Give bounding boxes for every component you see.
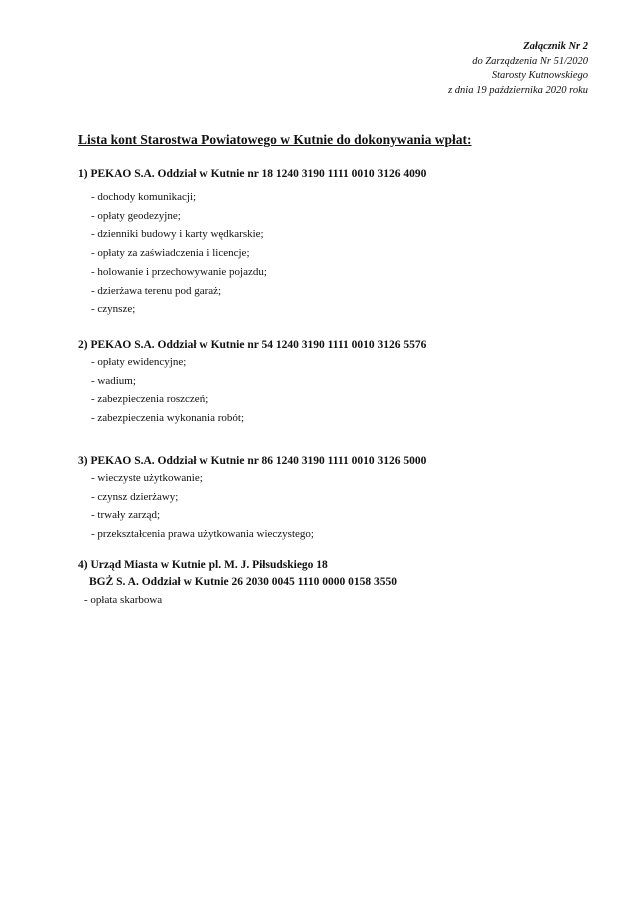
list-item: - holowanie i przechowywanie pojazdu; <box>91 265 267 278</box>
issuer: Starosty Kutnowskiego <box>491 70 588 81</box>
list-item: - wadium; <box>91 374 136 387</box>
payment-type-list <box>84 591 598 610</box>
account-heading: 1) PEKAO S.A. Oddział w Kutnie nr 18 1240 3190 1111 0010 3126 4090 <box>78 168 427 180</box>
list-item: - opłata skarbowa <box>84 594 163 606</box>
attachment-header <box>328 40 588 98</box>
document-title: Lista kont Starostwa Powiatowego w Kutnie do dokonywania wpłat: <box>78 132 472 147</box>
list-item: - przekształcenia prawa użytkowania wieczystego; <box>91 528 314 541</box>
list-item: - dzienniki budowy i karty wędkarskie; <box>91 228 264 241</box>
issue-date: z dnia 19 października 2020 roku <box>448 84 588 96</box>
list-item: - zabezpieczenia roszczeń; <box>91 393 209 406</box>
account-heading: 4) Urząd Miasta w Kutnie pl. M. J. Piłsudskiego 18 <box>78 559 328 571</box>
account-section-4 <box>78 557 598 610</box>
account-section-3 <box>78 453 598 544</box>
list-item: - czynsze; <box>91 303 136 316</box>
list-item: - trwały zarząd; <box>91 509 161 522</box>
payment-type-list <box>91 469 598 544</box>
list-item: - dochody komunikacji; <box>91 191 197 203</box>
account-heading: 2) PEKAO S.A. Oddział w Kutnie nr 54 1240 3190 1111 0010 3126 5576 <box>78 339 427 351</box>
bank-account-line: BGŻ S. A. Oddział w Kutnie 26 2030 0045 1110 0000 0158 3550 <box>89 576 397 588</box>
payment-type-list <box>91 353 598 428</box>
attachment-number: Załącznik Nr 2 <box>523 41 588 52</box>
list-item: - zabezpieczenia wykonania robót; <box>91 412 245 425</box>
account-section-2 <box>78 337 598 428</box>
account-heading: 3) PEKAO S.A. Oddział w Kutnie nr 86 1240 3190 1111 0010 3126 5000 <box>78 455 427 467</box>
list-item: - opłaty geodezyjne; <box>91 209 181 222</box>
list-item: - dzierżawa terenu pod garaż; <box>91 284 222 297</box>
list-item: - opłaty za zaświadczenia i licencje; <box>91 247 250 260</box>
payment-type-list <box>91 188 598 319</box>
ordinance-reference: do Zarządzenia Nr 51/2020 <box>472 55 588 67</box>
list-item: - opłaty ewidencyjne; <box>91 356 187 368</box>
list-item: - wieczyste użytkowanie; <box>91 472 203 484</box>
list-item: - czynsz dzierżawy; <box>91 490 179 503</box>
account-section-1 <box>78 166 598 319</box>
